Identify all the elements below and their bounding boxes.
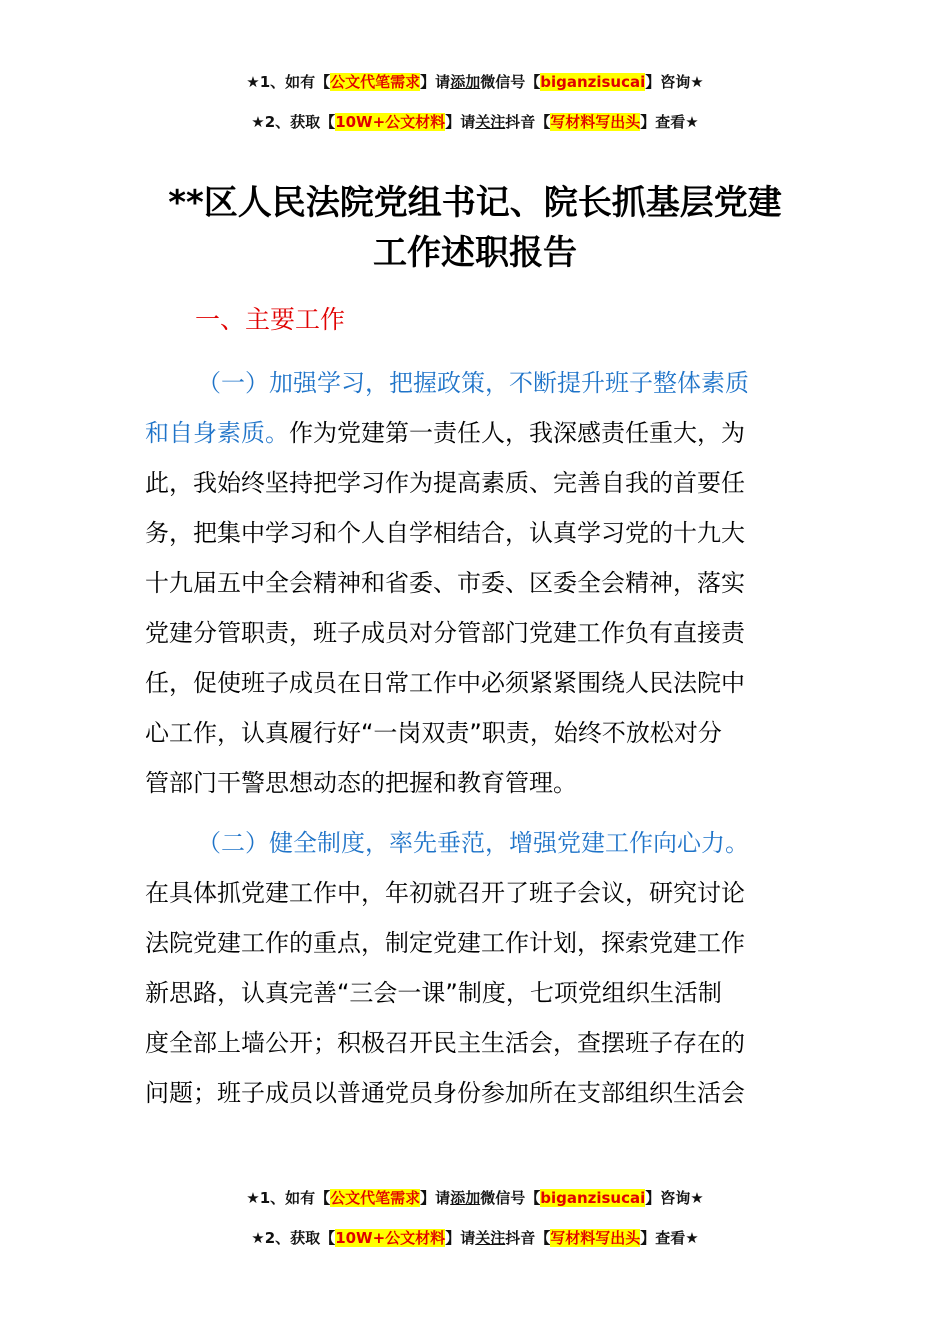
banner-text: 抖音【: [505, 113, 551, 131]
paragraph-1: [145, 358, 815, 808]
banner-text: 】请: [445, 1229, 476, 1247]
banner-text: ★1、如有【: [246, 1189, 331, 1207]
footer-banner-line-2: [0, 1227, 950, 1249]
banner-text: 】查看★: [640, 113, 699, 131]
paragraph-line: [145, 408, 815, 458]
section-heading: 一、主要工作: [195, 305, 346, 334]
paragraph-line: 新思路，认真完善“三会一课”制度，七项党组织生活制: [145, 979, 722, 1007]
banner-text: ★2、获取【: [251, 1229, 336, 1247]
banner-highlight: 10W+公文材料: [335, 1229, 446, 1247]
banner-text: 】请: [420, 1189, 451, 1207]
banner-underlined-text: 添加: [450, 73, 481, 91]
banner-underlined-text: 关注: [475, 113, 506, 131]
banner-highlight: biganzisucai: [540, 1189, 646, 1207]
paragraph-2: [145, 818, 815, 1118]
subheading-2: （二）健全制度，率先垂范，增强党建工作向心力。: [197, 829, 749, 857]
banner-text: 】请: [420, 73, 451, 91]
paragraph-text: 作为党建第一责任人，我深感责任重大，为: [289, 419, 745, 447]
paragraph-line: 十九届五中全会精神和省委、市委、区委全会精神，落实: [145, 569, 745, 597]
header-banner-line-1: [0, 71, 950, 93]
paragraph-line: 问题；班子成员以普通党员身份参加所在支部组织生活会: [145, 1079, 745, 1107]
banner-underlined-text: 添加: [450, 1189, 481, 1207]
document-title-line-2: 工作述职报告: [373, 233, 577, 273]
paragraph-line: 度全部上墙公开；积极召开民主生活会，查摆班子存在的: [145, 1029, 745, 1057]
banner-text: ★1、如有【: [246, 73, 331, 91]
subheading-1: （一）加强学习，把握政策，不断提升班子整体素质: [197, 369, 749, 397]
banner-text: 抖音【: [505, 1229, 551, 1247]
banner-highlight: 公文代笔需求: [330, 1189, 421, 1207]
paragraph-line: 法院党建工作的重点，制定党建工作计划，探索党建工作: [145, 929, 745, 957]
document-title-line-1: **区人民法院党组书记、院长抓基层党建: [168, 183, 782, 223]
paragraph-line: 党建分管职责，班子成员对分管部门党建工作负有直接责: [145, 619, 745, 647]
banner-text: 】咨询★: [645, 1189, 704, 1207]
subheading-1-tail: 和自身素质。: [145, 419, 289, 447]
banner-text: 】查看★: [640, 1229, 699, 1247]
banner-text: 】咨询★: [645, 73, 704, 91]
banner-highlight: 公文代笔需求: [330, 73, 421, 91]
footer-banner-line-1: [0, 1187, 950, 1209]
banner-text: 微信号【: [480, 73, 541, 91]
paragraph-line: 在具体抓党建工作中，年初就召开了班子会议，研究讨论: [145, 879, 745, 907]
banner-highlight: biganzisucai: [540, 73, 646, 91]
banner-text: 微信号【: [480, 1189, 541, 1207]
banner-highlight: 写材料写出头: [550, 113, 641, 131]
header-banner-line-2: [0, 111, 950, 133]
paragraph-line: 务，把集中学习和个人自学相结合，认真学习党的十九大: [145, 519, 745, 547]
banner-text: ★2、获取【: [251, 113, 336, 131]
paragraph-line: 此，我始终坚持把学习作为提高素质、完善自我的首要任: [145, 469, 745, 497]
banner-text: 】请: [445, 113, 476, 131]
paragraph-line: 管部门干警思想动态的把握和教育管理。: [145, 769, 577, 797]
paragraph-line: 任，促使班子成员在日常工作中必须紧紧围绕人民法院中: [145, 669, 745, 697]
banner-highlight: 10W+公文材料: [335, 113, 446, 131]
banner-highlight: 写材料写出头: [550, 1229, 641, 1247]
banner-underlined-text: 关注: [475, 1229, 506, 1247]
paragraph-line: 心工作，认真履行好“一岗双责”职责，始终不放松对分: [145, 719, 722, 747]
